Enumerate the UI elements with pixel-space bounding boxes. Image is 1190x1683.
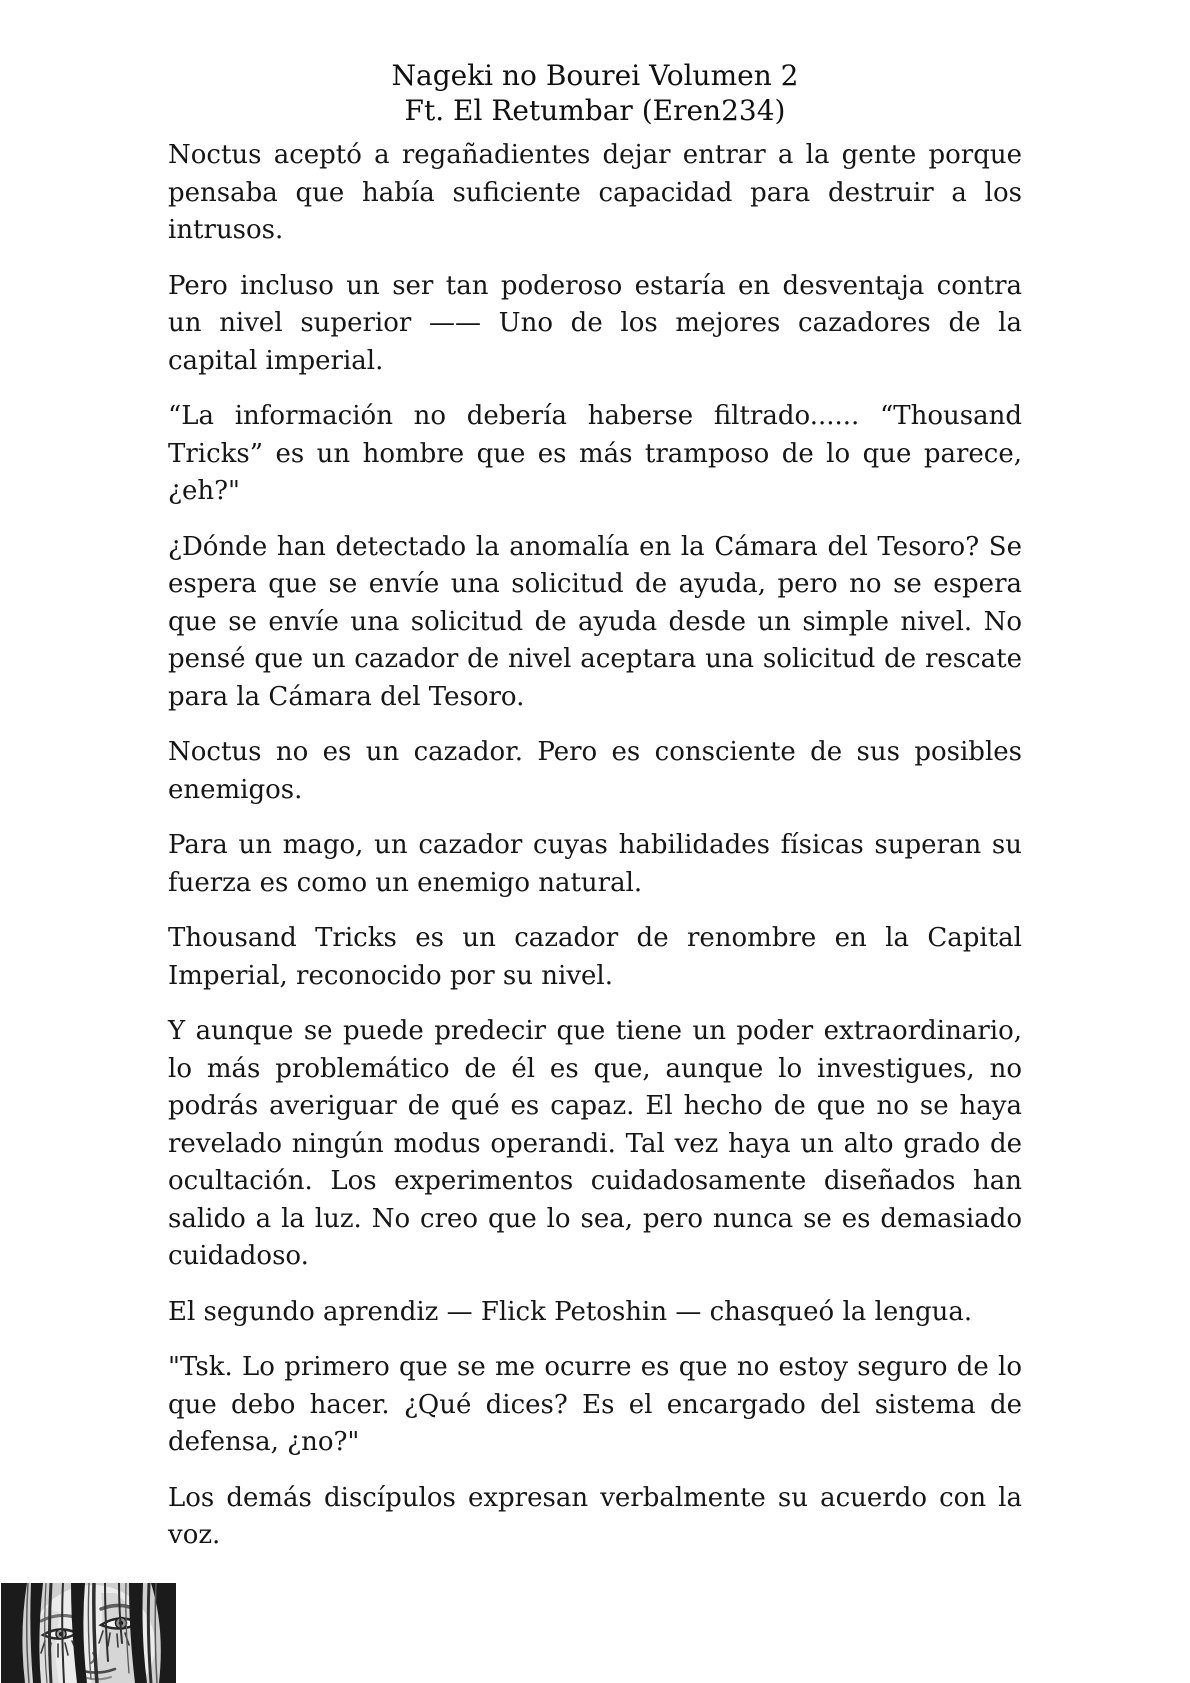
title-line-1: Nageki no Bourei Volumen 2 — [391, 59, 799, 92]
paragraph: Los demás discípulos expresan verbalmente su acuerdo con la voz. — [168, 1482, 1022, 1550]
paragraph: ¿Dónde han detectado la anomalía en la Cámara del Tesoro? Se espera que se envíe una solicitud de ayuda, pero no se espera que se envíe una solicitud de ayuda desde un simple nivel. No pensé que un cazador de nivel aceptara una solicitud de rescate para la Cámara del Tesoro. — [168, 531, 1022, 712]
paragraph: Thousand Tricks es un cazador de renombre en la Capital Imperial, reconocido por su nivel. — [168, 923, 1022, 991]
manga-face-image — [1, 1583, 176, 1683]
document-title — [168, 58, 1022, 128]
paragraph: Noctus no es un cazador. Pero es consciente de sus posibles enemigos. — [168, 737, 1022, 805]
title-line-2: Ft. El Retumbar (Eren234) — [404, 94, 786, 127]
body-text — [168, 137, 1022, 1555]
paragraph: Noctus aceptó a regañadientes dejar entrar a la gente porque pensaba que había suficiente capacidad para destruir a los intrusos. — [168, 140, 1022, 245]
manga-face-artwork-svg — [1, 1583, 176, 1683]
paragraph: “La información no debería haberse filtrado...... “Thousand Tricks” es un hombre que es más tramposo de lo que parece, ¿eh?" — [168, 401, 1022, 506]
paragraph: Para un mago, un cazador cuyas habilidades físicas superan su fuerza es como un enemigo natural. — [168, 830, 1022, 898]
paragraph: "Tsk. Lo primero que se me ocurre es que no estoy seguro de lo que debo hacer. ¿Qué dices? Es el encargado del sistema de defensa, ¿no?" — [168, 1352, 1022, 1457]
paragraph: El segundo aprendiz — Flick Petoshin — chasqueó la lengua. — [168, 1296, 973, 1327]
paragraph: Pero incluso un ser tan poderoso estaría en desventaja contra un nivel superior —— Uno de los mejores cazadores de la capital imperial. — [168, 270, 1022, 376]
paragraph: Y aunque se puede predecir que tiene un poder extraordinario, lo más problemático de él es que, aunque lo investigues, no podrás averiguar de qué es capaz. El hecho de que no se haya revelado ningún modus operandi. Tal vez haya un alto grado de ocultación. Los experimentos cuidadosamente diseñados han salido a la luz. No creo que lo sea, pero nunca se es demasiado cuidadoso. — [168, 1016, 1022, 1271]
text-column — [168, 58, 1022, 1573]
